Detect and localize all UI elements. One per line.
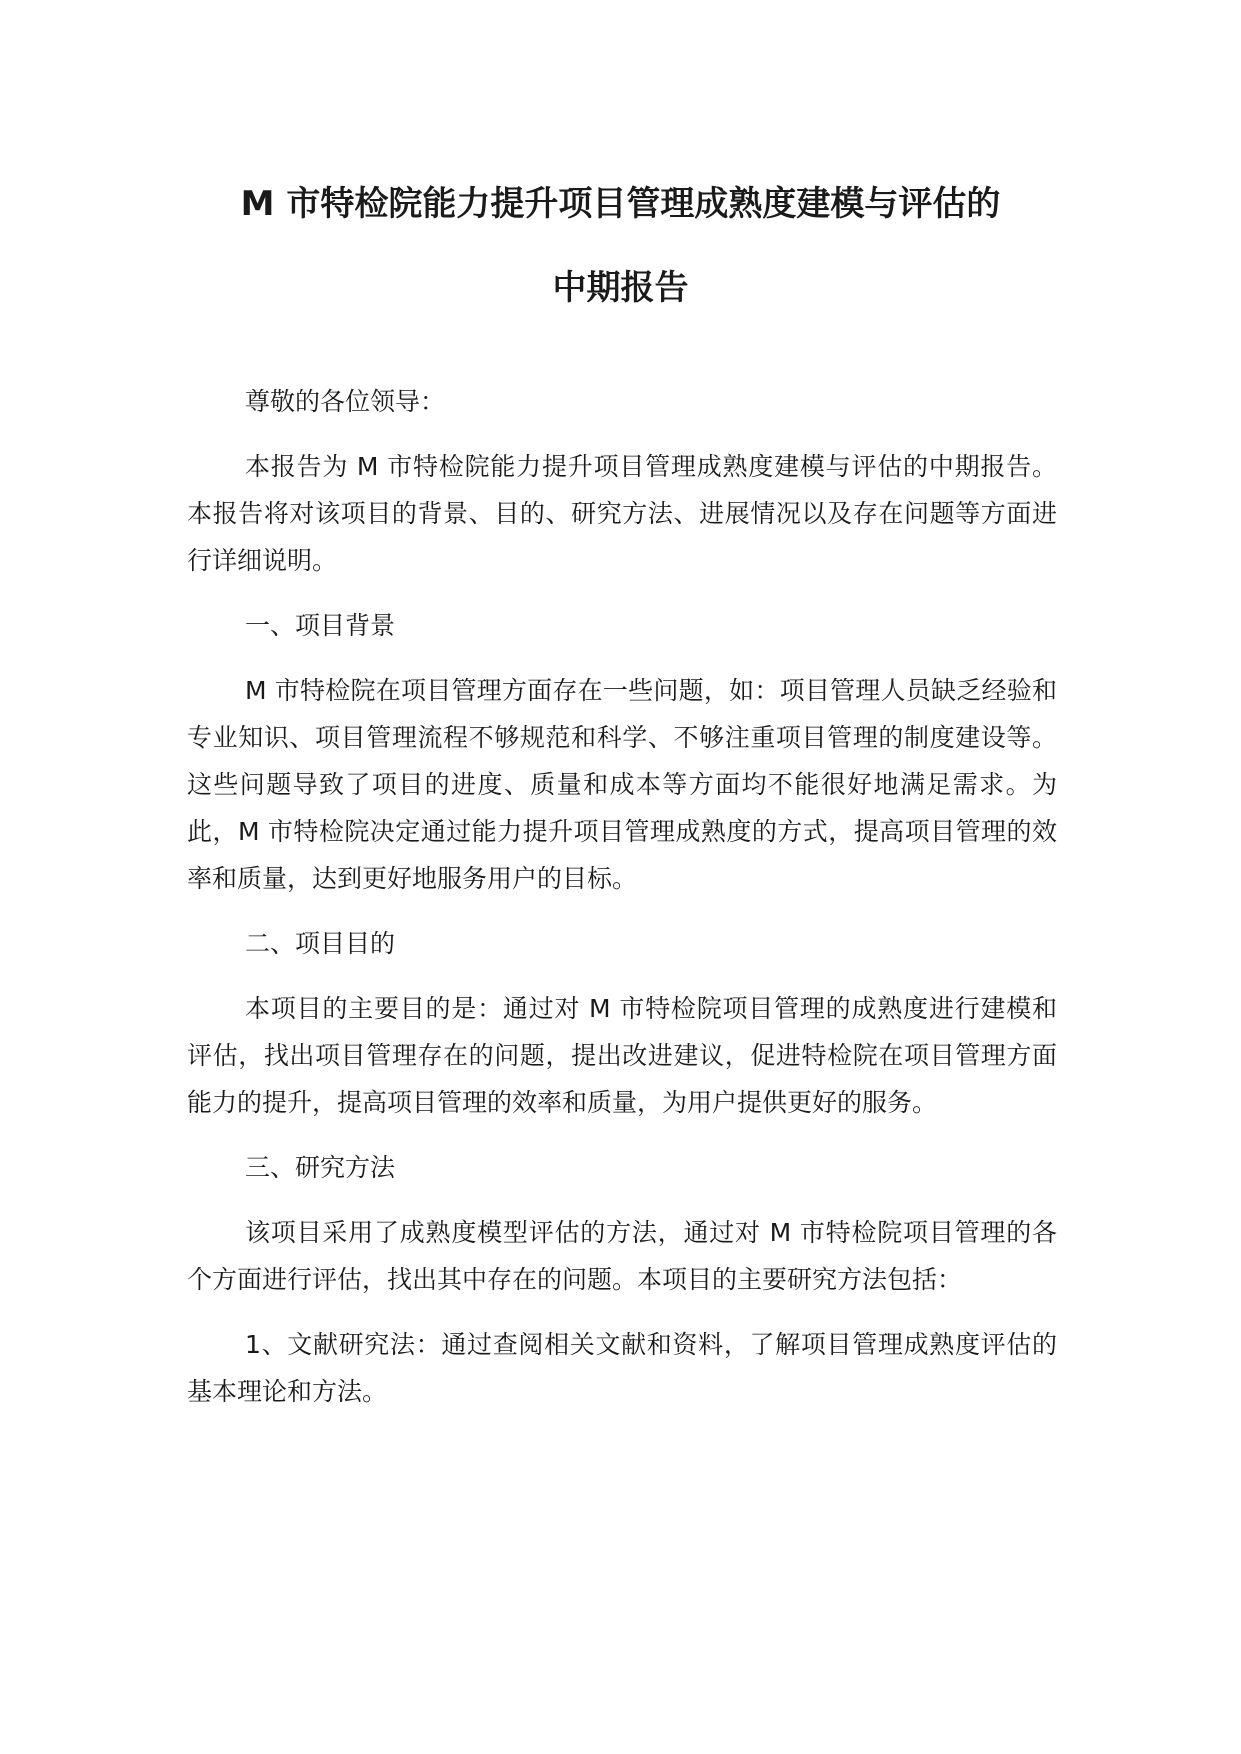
intro-paragraph: 本报告为 M 市特检院能力提升项目管理成熟度建模与评估的中期报告。本报告将对该项目的背景、目的、研究方法、进展情况以及存在问题等方面进行详细说明。 — [187, 452, 1057, 575]
section-heading-purpose: 二、项目目的 — [245, 929, 396, 958]
section-heading-methods: 三、研究方法 — [245, 1153, 396, 1182]
salutation: 尊敬的各位领导： — [245, 387, 446, 416]
methods-paragraph: 该项目采用了成熟度模型评估的方法，通过对 M 市特检院项目管理的各个方面进行评估，找出其中存在的问题。本项目的主要研究方法包括： — [187, 1218, 1057, 1294]
method-item-1: 1、文献研究法：通过查阅相关文献和资料，了解项目管理成熟度评估的基本理论和方法。 — [187, 1330, 1057, 1406]
purpose-paragraph: 本项目的主要目的是：通过对 M 市特检院项目管理的成熟度进行建模和评估，找出项目管理存在的问题，提出改进建议，促进特检院在项目管理方面能力的提升，提高项目管理的效率和质量，为用户提供更好的服务。 — [187, 994, 1057, 1117]
section-heading-background: 一、项目背景 — [245, 611, 396, 640]
document-body — [187, 378, 1057, 1433]
document-title-line-2: 中期报告 — [552, 268, 689, 308]
background-paragraph: M 市特检院在项目管理方面存在一些问题，如：项目管理人员缺乏经验和专业知识、项目管理流程不够规范和科学、不够注重项目管理的制度建设等。这些问题导致了项目的进度、质量和成本等方面均不能很好地满足需求。为此，M 市特检院决定通过能力提升项目管理成熟度的方式，提高项目管理的效率和质量，达到更好地服务用户的目标。 — [187, 676, 1057, 893]
document-title-line-1: M 市特检院能力提升项目管理成熟度建模与评估的 — [240, 184, 1001, 224]
